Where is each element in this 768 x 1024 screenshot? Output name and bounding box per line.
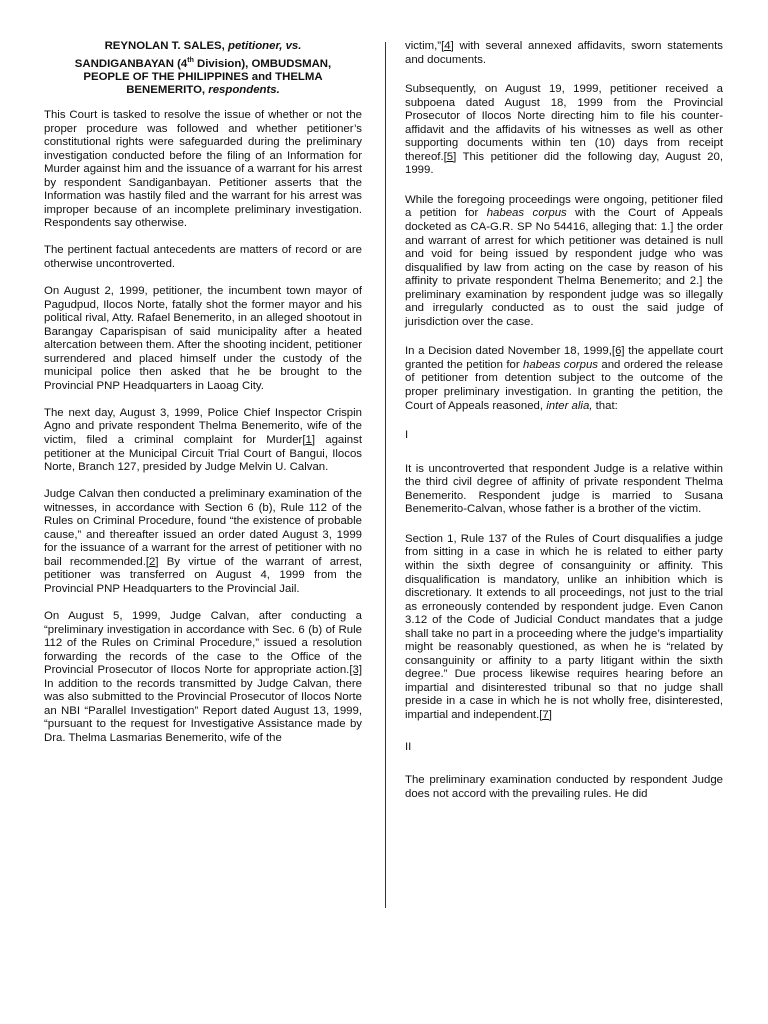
footnote-link-5[interactable]: [5] <box>443 150 457 163</box>
paragraph-preliminary-examination: Judge Calvan then conducted a preliminary examination of the witnesses, in accordance with Section 6 (b), Rule 112 of the Rules on Criminal Procedure, found “the existence of probable cause,” and thereafter issued an order dated August 3, 1999 for the issuance of a warrant for the arrest of petitioner with no bail recommended.[2] By virtue of the warrant of arrest, petitioner was transferred on August 4, 1999 from the Provincial PNP Headquarters to the Provincial Jail. <box>44 488 362 595</box>
paragraph-nbi-continued: victim,”[4] with several annexed affidavits, sworn statements and documents. <box>405 40 723 66</box>
column-divider <box>385 42 386 908</box>
paragraph-relationship: It is uncontroverted that respondent Judge is a relative within the third civil degree of affinity of private respondent Thelma Benemerito. Respondent judge is married to Susana Benemerito-Calvan, whose father is a brother of the victim. <box>405 462 723 516</box>
section-marker-ii: II <box>405 740 412 753</box>
paragraph-antecedents-intro: The pertinent factual antecedents are matters of record or are otherwise uncontroverted. <box>44 244 362 270</box>
paragraph-complaint: The next day, August 3, 1999, Police Chief Inspector Crispin Agno and private respondent Thelma Benemerito, wife of the victim, filed a criminal complaint for Murder[1] against petitioner at the Municipal Circuit Trial Court of Bangui, Ilocos Norte, Branch 127, presided by Judge Melvin U. Calvan. <box>44 406 362 474</box>
paragraph-issue: This Court is tasked to resolve the issue of whether or not the proper procedure was followed and whether petitioner’s constitutional rights were safeguarded during the preliminary investigation conducted before the filing of an Information for Murder against him and the issuance of a warrant for his arrest by respondent Sandiganbayan. Petitioner asserts that the Information was hastily filed and the warrant for his arrest was improper because of an incomplete preliminary investigation. Respondents say otherwise. <box>44 108 362 230</box>
caption-superscript: th <box>187 56 194 64</box>
case-caption <box>44 40 362 98</box>
paragraph-disqualification: Section 1, Rule 137 of the Rules of Court disqualifies a judge from sitting in a case in which he is related to either party within the sixth degree of consanguinity or affinity. This disqualification is mandatory, unlike an inhibition which is discretionary. It extends to all proceedings, not just to the trial as erroneously contended by respondent judge. Even Canon 3.12 of the Code of Judicial Conduct mandates that a judge shall take no part in a proceeding where the judge’s impartiality might be reasonably questioned, as when he is “related by consanguinity or affinity to a party litigant within the sixth degree.” Due process likewise requires hearing before an impartial and disinterested tribunal so that no judge shall preside in a case in which he is not wholly free, disinterested, impartial and independent.[7] <box>405 532 723 721</box>
caption-respondents-role: respondents. <box>208 84 280 97</box>
paragraph-shooting: On August 2, 1999, petitioner, the incumbent town mayor of Pagudpud, Ilocos Norte, fatally shot the former mayor and his political rival, Atty. Rafael Benemerito, in an alleged shootout in Barangay Caparispisan of said municipality after a heated altercation between them. After the shooting incident, petitioner surrendered and placed himself under the custody of the municipal police then asked that he be brought to the Provincial PNP Headquarters in Laoag City. <box>44 285 362 392</box>
footnote-link-4[interactable]: [4] <box>441 40 454 52</box>
paragraph-resolution: On August 5, 1999, Judge Calvan, after conducting a “preliminary investigation in accordance with Sec. 6 (b) of Rule 112 of the Rules on Criminal Procedure,” issued a resolution forwarding the records of the case to the Office of the Provincial Prosecutor of Ilocos Norte for appropriate action.[3] In addition to the records transmitted by Judge Calvan, there was also submitted to the Provincial Prosecutor of Ilocos Norte an NBI “Parallel Investigation” Report dated August 13, 1999, “pursuant to the request for Investigative Assistance made by Dra. Thelma Lasmarias Benemerito, wife of the <box>44 609 362 744</box>
caption-petitioner: REYNOLAN T. SALES, <box>104 40 228 52</box>
footnote-link-3[interactable]: [3] <box>349 664 362 677</box>
paragraph-ca-decision: In a Decision dated November 18, 1999,[6] the appellate court granted the petition for habeas corpus and ordered the release of petitioner from detention subject to the outcome of the proper preliminary investigation. In granting the petition, the Court of Appeals reasoned, inter alia, that: <box>405 345 723 412</box>
paragraph-habeas-petition: While the foregoing proceedings were ongoing, petitioner filed a petition for habeas corpus with the Court of Appeals docketed as CA-G.R. SP No 54416, alleging that: 1.] the order and warrant of arrest for which petitioner was detained is null and void for being issued by respondent judge who was disqualified by law from acting on the case by reason of his affinity to private respondent Thelma Benemerito; and 2.] the preliminary examination by respondent judge was so illegally and irregularly conducted as to oust the said judge of jurisdiction over the case. <box>405 193 723 328</box>
right-column <box>405 40 723 801</box>
footnote-link-2[interactable]: [2] <box>145 555 159 568</box>
caption-respondents: Division), OMBUDSMAN, PEOPLE OF THE PHILIPPINES and THELMA BENEMERITO, <box>83 57 332 97</box>
footnote-link-6[interactable]: [6] <box>611 345 625 358</box>
footnote-link-1[interactable]: [1] <box>302 433 316 446</box>
left-column <box>44 40 362 745</box>
paragraph-prevailing-rules: The preliminary examination conducted by respondent Judge does not accord with the prevailing rules. He did <box>405 774 723 800</box>
section-marker-i: I <box>405 429 409 442</box>
caption-petitioner-role: petitioner, vs. <box>227 40 302 52</box>
caption-respondent-court: SANDIGANBAYAN (4 <box>74 57 188 70</box>
footnote-link-7[interactable]: [7] <box>539 708 552 721</box>
paragraph-subpoena: Subsequently, on August 19, 1999, petitioner received a subpoena dated August 18, 1999 from the Provincial Prosecutor of Ilocos Norte directing him to file his counter-affidavit and the affidavits of his witnesses as well as other supporting documents within ten (10) days from receipt thereof.[5] This petitioner did the following day, August 20, 1999. <box>405 83 723 177</box>
